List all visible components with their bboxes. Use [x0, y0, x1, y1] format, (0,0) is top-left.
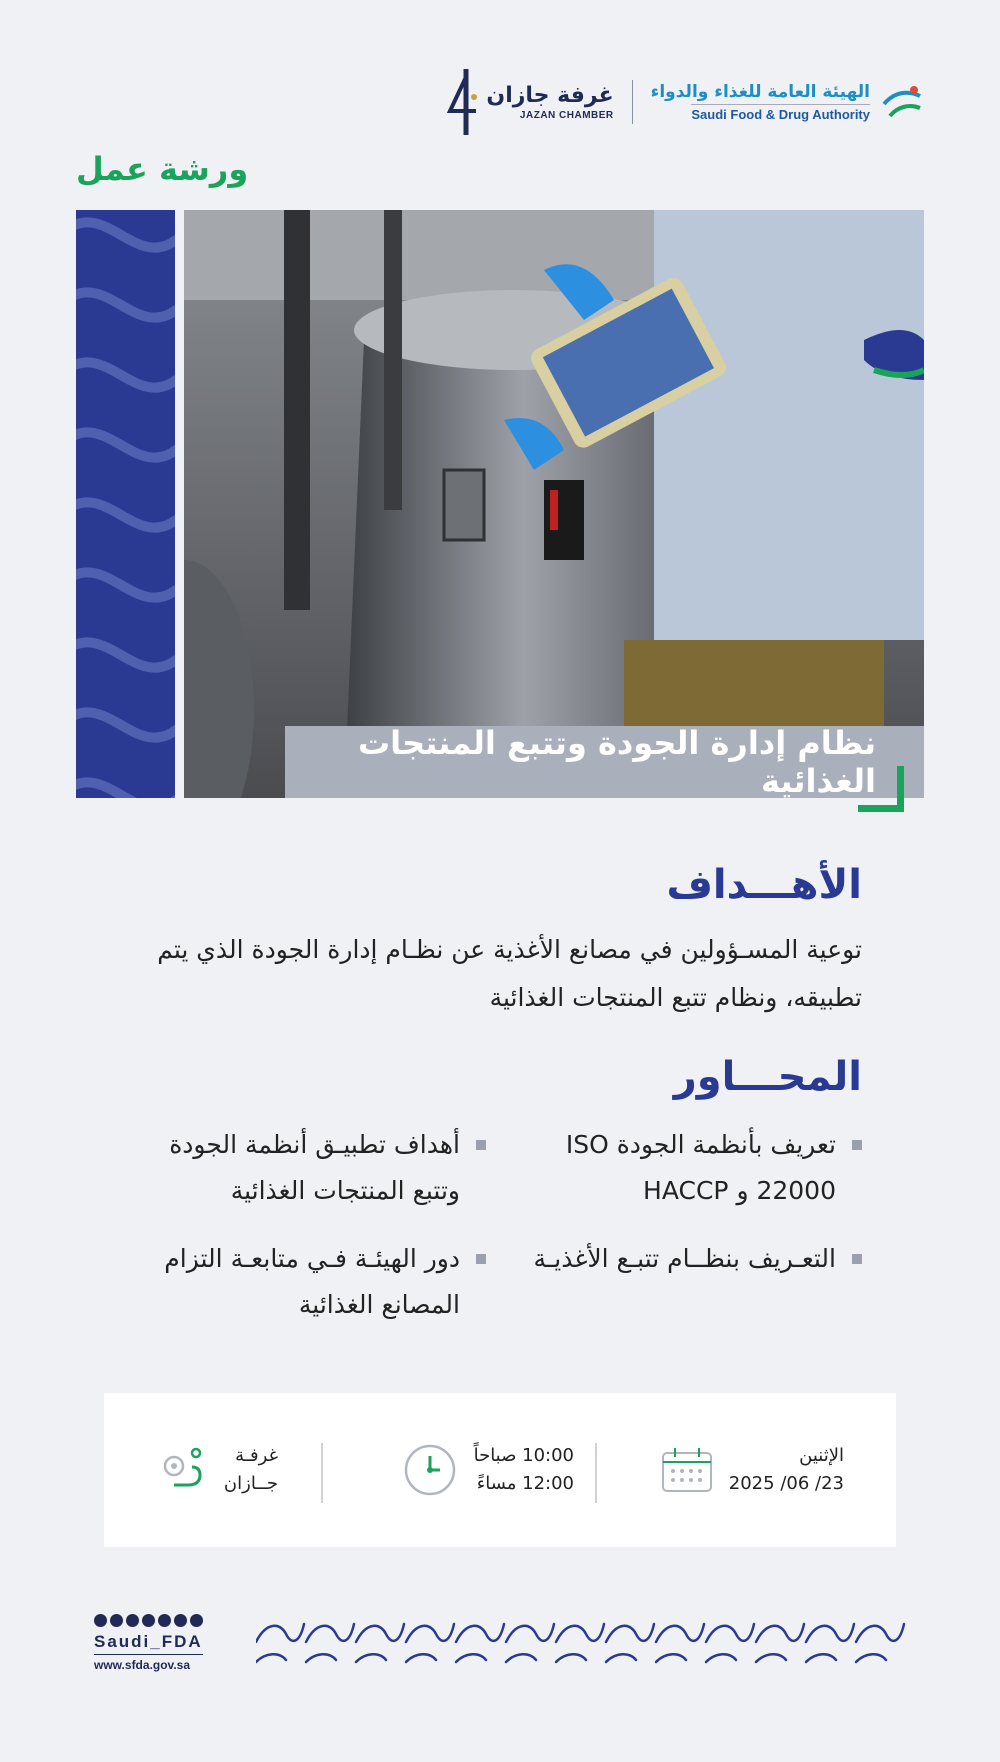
sfda-logo — [651, 82, 924, 122]
decorative-stripe — [76, 210, 175, 798]
location-line2: جــازان — [223, 1473, 278, 1494]
bullet-icon — [476, 1140, 486, 1150]
bullet-icon — [852, 1140, 862, 1150]
event-info-card — [104, 1393, 896, 1547]
sfda-name-ar: الهيئة العامة للغذاء والدواء — [650, 82, 870, 102]
event-time — [402, 1393, 574, 1547]
axis-item-text: تعريف بأنظمة الجودة ISO 22000 و HACCP — [565, 1130, 836, 1205]
instagram-icon[interactable] — [126, 1614, 139, 1627]
logo-divider — [632, 80, 633, 124]
location-pin-icon — [158, 1445, 208, 1495]
info-divider — [595, 1443, 597, 1503]
bullet-icon — [476, 1254, 486, 1264]
axis-item-text: دور الهيئـة فـي متابعـة التزام المصانع الغذائية — [164, 1244, 460, 1319]
corner-accent — [858, 766, 904, 812]
event-date — [661, 1393, 844, 1547]
workshop-tag: ورشة عمل — [76, 150, 249, 188]
axis-item — [146, 1236, 486, 1328]
bullet-icon — [852, 1254, 862, 1264]
event-day: الإثنين — [799, 1445, 844, 1466]
tiktok-icon[interactable] — [190, 1614, 203, 1627]
event-date-value: 23/ 06/ 2025 — [728, 1473, 844, 1494]
facebook-icon[interactable] — [158, 1614, 171, 1627]
calendar-icon — [661, 1447, 713, 1493]
clock-icon — [402, 1442, 458, 1498]
youtube-icon[interactable] — [142, 1614, 155, 1627]
decorative-pattern — [256, 1612, 906, 1670]
hero-image — [184, 210, 924, 798]
website-link[interactable]: www.sfda.gov.sa — [94, 1658, 191, 1672]
jazan-emblem-icon — [446, 67, 480, 137]
axis-item-text: أهداف تطبيـق أنظمة الجودة وتتبع المنتجات الغذائية — [169, 1130, 460, 1205]
location-line1: غرفـة — [235, 1445, 278, 1466]
axis-item — [522, 1236, 862, 1282]
social-handle: Saudi_FDA — [94, 1632, 203, 1655]
jazan-name-ar: غرفة جازان — [486, 83, 614, 108]
hero-title: نظام إدارة الجودة وتتبع المنتجات الغذائية — [285, 726, 924, 798]
info-divider — [321, 1443, 323, 1503]
axis-item — [146, 1122, 486, 1214]
axis-item — [522, 1122, 862, 1214]
social-icons — [94, 1614, 203, 1627]
threads-icon[interactable] — [174, 1614, 187, 1627]
snapchat-icon[interactable] — [110, 1614, 123, 1627]
x-icon[interactable] — [94, 1614, 107, 1627]
jazan-name-en: JAZAN CHAMBER — [519, 110, 614, 121]
event-time-end: 12:00 مساءً — [476, 1473, 574, 1494]
objectives-text: توعية المسـؤولين في مصانع الأغذية عن نظـام إدارة الجودة الذي يتم تطبيقه، ونظام تتبع المنتجات الغذائية — [157, 935, 862, 1012]
objectives-heading: الأهـــداف — [666, 862, 862, 908]
jazan-chamber-logo — [446, 67, 613, 137]
axes-heading: المحـــاور — [673, 1054, 862, 1100]
event-time-start: 10:00 صباحاً — [473, 1445, 574, 1466]
event-location — [158, 1393, 278, 1547]
sfda-emblem-icon — [880, 82, 924, 122]
axis-item-text: التعـريف بنظــام تتبـع الأغذيـة — [533, 1244, 836, 1273]
sfda-name-en: Saudi Food & Drug Authority — [691, 104, 870, 122]
header-logos — [446, 62, 924, 142]
